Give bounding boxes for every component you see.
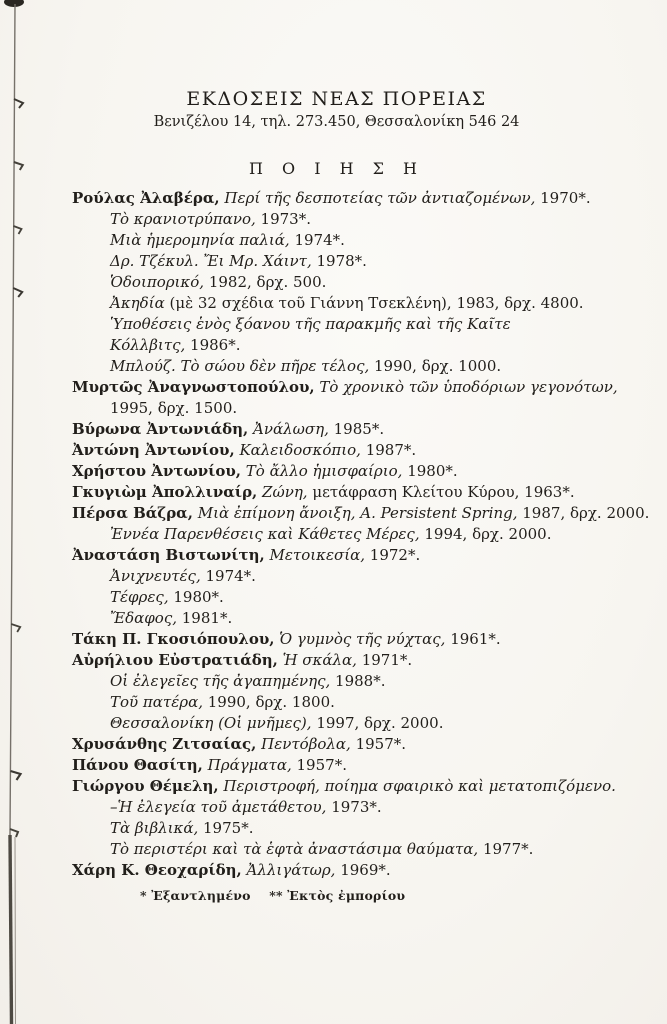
entry-line bbox=[40, 293, 633, 314]
entry-line bbox=[40, 314, 633, 335]
entry-line bbox=[40, 461, 633, 482]
entry-roman: 1987, δρχ. 2000. bbox=[517, 504, 650, 522]
entry-line bbox=[40, 398, 633, 419]
entry-line bbox=[40, 650, 633, 671]
entry-line bbox=[40, 335, 633, 356]
entry-author: Τάκη Π. Γκοσιόπουλου, bbox=[72, 630, 275, 648]
entry-roman: 1971*. bbox=[356, 651, 413, 669]
entry-roman: 1997, δρχ. 2000. bbox=[311, 714, 444, 732]
entry-line bbox=[40, 188, 633, 209]
footnote-out-of-trade: ** Ἐκτὸς ἐμπορίου bbox=[269, 888, 406, 903]
entry-title: Μιὰ ἡμερομηνία παλιά, bbox=[110, 231, 290, 249]
entry-roman: 1969*. bbox=[335, 861, 391, 879]
entry-roman: 1988*. bbox=[330, 672, 386, 690]
entry-title: Τὸ περιστέρι καὶ τὰ ἑφτὰ ἀναστάσιμα θαύματα, bbox=[110, 840, 479, 858]
page-content bbox=[40, 88, 650, 881]
entry-title: Δρ. Τζέκυλ. Ἔι Μρ. Χάιντ, bbox=[110, 252, 312, 270]
entry-roman: 1957*. bbox=[291, 756, 347, 774]
entry-line bbox=[40, 251, 633, 272]
entry-title: Πεντόβολα, bbox=[256, 735, 351, 753]
entry-title: Ζώνη, bbox=[257, 483, 308, 501]
entry-title: Ὁ γυμνὸς τῆς νύχτας, bbox=[274, 630, 446, 648]
entry-line bbox=[40, 503, 650, 524]
entry-author: Αὐρήλιου Εὐστρατιάδη, bbox=[72, 651, 278, 669]
entry-roman: 1975*. bbox=[198, 819, 254, 837]
entry-title: Ἔδαφος, bbox=[110, 609, 177, 627]
entry-title: Ὁδοιπορικό, bbox=[110, 273, 205, 291]
entry-line bbox=[40, 566, 633, 587]
entry-title: Ἡ σκάλα, bbox=[277, 651, 357, 669]
entry-title: Θεσσαλονίκη (Οἱ μνῆμες), bbox=[110, 714, 312, 732]
entry-line bbox=[40, 692, 633, 713]
entry-author: Χάρη Κ. Θεοχαρίδη, bbox=[72, 861, 242, 879]
entry-line bbox=[40, 797, 633, 818]
entry-title: Κόλλβιτς, bbox=[110, 336, 186, 354]
entry-line bbox=[40, 818, 633, 839]
entry-roman: 1995, δρχ. 1500. bbox=[110, 399, 238, 417]
entry-author: Μυρτῶς Ἀναγνωστοπούλου, bbox=[72, 378, 315, 396]
entry-line bbox=[40, 587, 633, 608]
entry-line bbox=[40, 860, 633, 881]
footnote bbox=[140, 888, 419, 903]
entry-roman: 1970*. bbox=[535, 189, 591, 207]
entry-line bbox=[40, 755, 633, 776]
entry-roman: (μὲ 32 σχέδια τοῦ Γιάννη Τσεκλένη), 1983, δρχ. 4800. bbox=[164, 294, 584, 312]
footnote-sold-out: * Ἐξαντλημένο bbox=[140, 888, 251, 903]
entry-title: Ὑποθέσεις ἑνὸς ξόανου τῆς παρακμῆς καὶ τῆς Καῖτε bbox=[110, 315, 511, 333]
section-title: Π Ο Ι Η Σ Η bbox=[248, 159, 425, 178]
entry-title: –Ἡ ἐλεγεία τοῦ ἀμετάθετου, bbox=[110, 798, 327, 816]
entry-roman: 1990, δρχ. 1800. bbox=[202, 693, 335, 711]
entry-roman: 1972*. bbox=[365, 546, 421, 564]
entry-line bbox=[40, 230, 633, 251]
entry-roman: 1977*. bbox=[478, 840, 534, 858]
header bbox=[40, 88, 633, 130]
entry-author: Ρούλας Ἀλαβέρα, bbox=[72, 189, 220, 207]
entry-roman: μετάφραση Κλείτου Κύρου, 1963*. bbox=[307, 483, 575, 501]
publisher-name: ΕΚΔΟΣΕΙΣ ΝΕΑΣ ΠΟΡΕΙΑΣ bbox=[186, 88, 487, 110]
entry-line bbox=[40, 545, 633, 566]
entry-roman: 1981*. bbox=[177, 609, 233, 627]
entry-roman: 1982, δρχ. 500. bbox=[204, 273, 327, 291]
entry-author: Ἀναστάση Βιστωνίτη, bbox=[72, 546, 265, 564]
entry-line bbox=[40, 608, 633, 629]
entry-author: Βύρωνα Ἀντωνιάδη, bbox=[72, 420, 249, 438]
entry-line bbox=[40, 671, 633, 692]
entry-author: Πέρσα Βάζρα, bbox=[72, 504, 193, 522]
entry-title: Μετοικεσία, bbox=[264, 546, 366, 564]
entry-roman: 1985*. bbox=[328, 420, 385, 438]
entry-title: Ἀνάλωση, bbox=[248, 420, 329, 438]
entry-roman: 1957*. bbox=[350, 735, 407, 753]
entry-line bbox=[40, 629, 633, 650]
entry-roman: 1994, δρχ. 2000. bbox=[419, 525, 552, 543]
entry-line bbox=[40, 356, 633, 377]
entry-author: Ἀντώνη Ἀντωνίου, bbox=[72, 441, 235, 459]
entry-title: Περιστροφή, ποίημα σφαιρικὸ καὶ μετατοπιζόμενο. bbox=[218, 777, 616, 795]
publisher-address: Βενιζέλου 14, τηλ. 273.450, Θεσσαλονίκη 546 24 bbox=[153, 114, 520, 130]
entry-line bbox=[40, 734, 633, 755]
entry-title: Πράγματα, bbox=[202, 756, 292, 774]
entry-title: Τὰ βιβλικά, bbox=[110, 819, 199, 837]
entry-title: Μπλούζ. Τὸ σώου δὲν πῆρε τέλος, bbox=[110, 357, 370, 375]
entry-line bbox=[40, 713, 633, 734]
entry-title: Ἀκηδία bbox=[110, 294, 165, 312]
entry-roman: 1978*. bbox=[311, 252, 367, 270]
entry-title: Τὸ ἄλλο ἡμισφαίριο, bbox=[241, 462, 403, 480]
entry-line bbox=[40, 440, 633, 461]
entry-roman: 1973*. bbox=[326, 798, 382, 816]
entry-line bbox=[40, 419, 633, 440]
entry-roman: 1980*. bbox=[402, 462, 458, 480]
entry-title: Τὸ χρονικὸ τῶν ὑποδόριων γεγονότων, bbox=[314, 378, 618, 396]
entry-roman: 1990, δρχ. 1000. bbox=[369, 357, 502, 375]
entry-line bbox=[40, 209, 633, 230]
entry-title: Ἐννέα Παρενθέσεις καὶ Κάθετες Μέρες, bbox=[110, 525, 420, 543]
entry-author: Πάνου Θασίτη, bbox=[72, 756, 203, 774]
entry-author: Χρυσάνθης Ζιτσαίας, bbox=[72, 735, 257, 753]
entry-roman: 1974*. bbox=[289, 231, 345, 249]
entry-title: Μιὰ ἐπίμονη ἄνοιξη, A. Persistent Spring, bbox=[192, 504, 518, 522]
entry-roman: 1986*. bbox=[185, 336, 241, 354]
entry-title: Καλειδοσκόπιο, bbox=[234, 441, 361, 459]
entry-title: Ἀνιχνευτές, bbox=[110, 567, 201, 585]
entry-title: Τοῦ πατέρα, bbox=[110, 693, 203, 711]
entry-line bbox=[40, 839, 633, 860]
entry-line bbox=[40, 482, 633, 503]
entry-roman: 1973*. bbox=[255, 210, 311, 228]
entry-roman: 1961*. bbox=[445, 630, 501, 648]
entry-line bbox=[40, 776, 633, 797]
entry-roman: 1974*. bbox=[200, 567, 256, 585]
entry-title: Οἱ ἐλεγεῖες τῆς ἀγαπημένης, bbox=[110, 672, 331, 690]
entry-title: Τέφρες, bbox=[110, 588, 169, 606]
entry-roman: 1987*. bbox=[360, 441, 417, 459]
entry-roman: 1980*. bbox=[168, 588, 224, 606]
entry-title: Τὸ κρανιοτρύπανο, bbox=[110, 210, 256, 228]
entry-author: Γκυγιὼμ Ἀπολλιναίρ, bbox=[72, 483, 258, 501]
entry-title: Περί τῆς δεσποτείας τῶν ἀντιαζομένων, bbox=[219, 189, 536, 207]
entry-line bbox=[40, 524, 633, 545]
entry-line bbox=[40, 272, 633, 293]
entries-list bbox=[40, 188, 650, 881]
entry-line bbox=[40, 377, 633, 398]
entry-author: Χρήστου Ἀντωνίου, bbox=[72, 462, 242, 480]
entry-author: Γιώργου Θέμελη, bbox=[72, 777, 219, 795]
entry-title: Ἀλλιγάτωρ, bbox=[241, 861, 336, 879]
